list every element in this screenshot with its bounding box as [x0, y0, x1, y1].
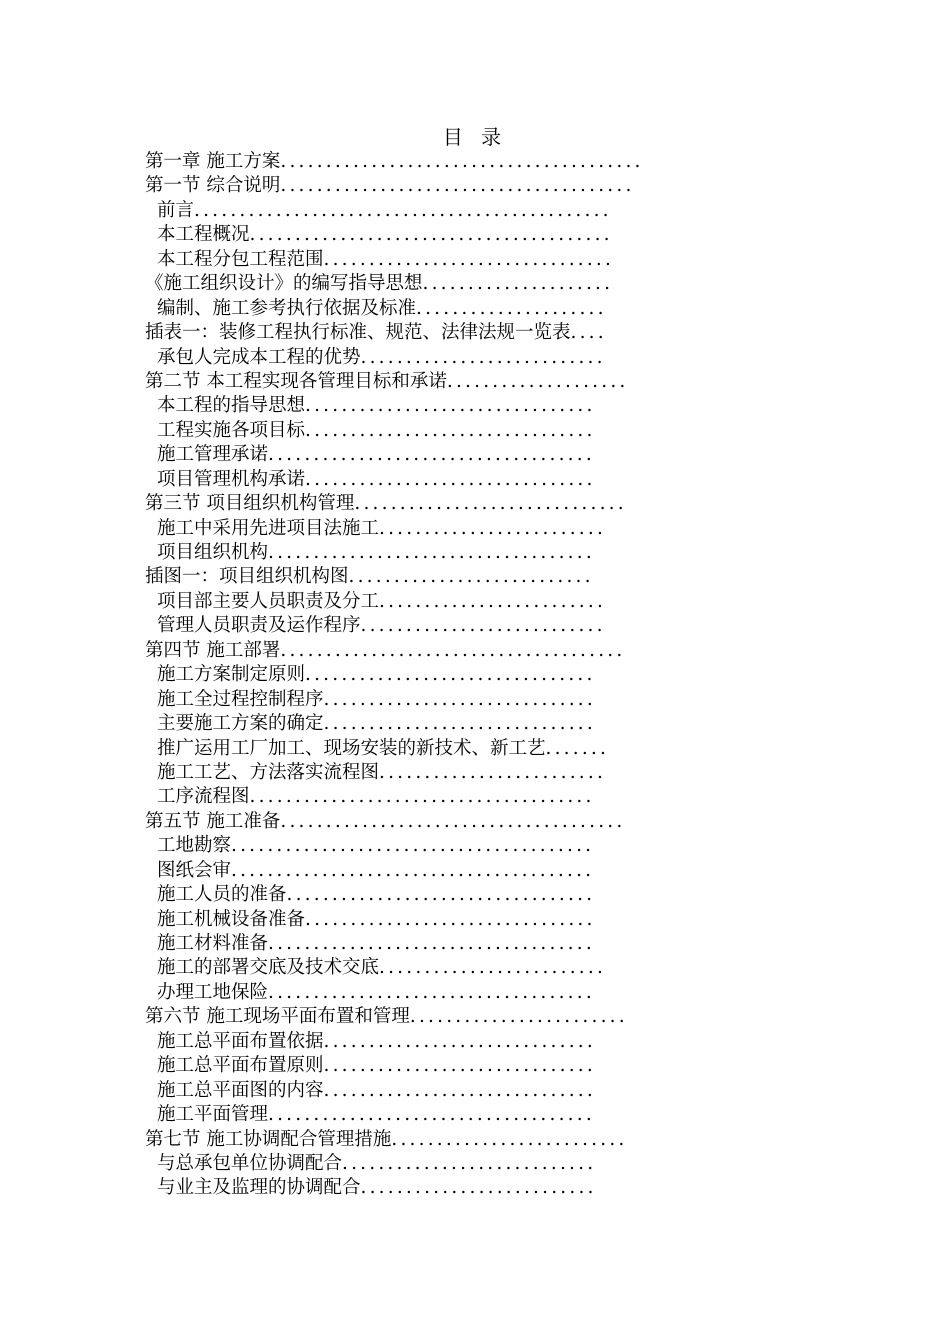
toc-entry[interactable] — [145, 443, 785, 467]
toc-entry-text: 编制、施工参考执行依据及标准 — [157, 297, 417, 319]
toc-entry-text: 前言 — [157, 199, 195, 221]
toc-entry[interactable] — [145, 297, 785, 321]
toc-entry[interactable] — [145, 1128, 785, 1152]
toc-leader-dots: .............................. — [323, 713, 596, 735]
toc-entry-text: 第四节 施工部署 — [145, 639, 281, 661]
toc-leader-dots: .............................. — [323, 1030, 596, 1052]
toc-entry[interactable] — [145, 248, 785, 272]
toc-leader-dots: ........................... — [348, 566, 594, 588]
toc-entry-text: 工地勘察 — [157, 835, 232, 857]
toc-entry-text: 《施工组织设计》的编写指导思想 — [145, 273, 423, 295]
toc-leader-dots: .......................... — [391, 1128, 628, 1150]
toc-entry-text: 插图一：项目组织机构图 — [145, 566, 349, 588]
toc-entry-text: 施工的部署交底及技术交底 — [157, 957, 380, 979]
toc-entry[interactable] — [145, 908, 785, 932]
toc-entry[interactable] — [145, 541, 785, 565]
toc-leader-dots: ...................................... — [249, 786, 595, 808]
toc-entry-text: 第一节 综合说明 — [145, 175, 281, 197]
toc-entry[interactable] — [145, 810, 785, 834]
toc-entry[interactable] — [145, 639, 785, 663]
toc-entry-text: 本工程的指导思想 — [157, 395, 306, 417]
toc-leader-dots: ........................... — [360, 346, 606, 368]
toc-leader-dots: .............................. — [323, 688, 596, 710]
toc-entry[interactable] — [145, 956, 785, 980]
toc-entry-text: 施工材料准备 — [157, 933, 269, 954]
toc-entry-text: 办理工地保险 — [157, 981, 269, 1003]
toc-leader-dots: .................................... — [268, 444, 595, 466]
toc-entry[interactable] — [145, 370, 785, 394]
page-title: 目 录 — [442, 125, 508, 149]
toc-entry[interactable] — [145, 1103, 785, 1127]
toc-entry-text: 施工平面管理 — [157, 1104, 269, 1126]
toc-leader-dots: .............................. — [323, 1055, 596, 1077]
toc-entry[interactable] — [145, 1176, 785, 1200]
toc-entry[interactable] — [145, 492, 785, 516]
toc-entry[interactable] — [145, 1054, 785, 1078]
toc-entry[interactable] — [145, 517, 785, 541]
toc-entry[interactable] — [145, 712, 785, 736]
toc-entry[interactable] — [145, 223, 785, 247]
toc-leader-dots: ................................ — [305, 419, 596, 441]
toc-entry[interactable] — [145, 321, 785, 345]
toc-entry[interactable] — [145, 932, 785, 956]
toc-entry-text: 与业主及监理的协调配合 — [157, 1177, 361, 1199]
toc-leader-dots: ................................ — [323, 248, 615, 270]
toc-leader-dots: .............................................. — [194, 199, 612, 221]
toc-leader-dots: ...................................... — [280, 810, 626, 832]
toc-leader-dots: ......................... — [379, 761, 607, 783]
toc-entry-text: 插表一：装修工程执行标准、规范、法律法规一览表 — [145, 322, 571, 344]
toc-entry[interactable] — [145, 981, 785, 1005]
toc-leader-dots: ............................ — [342, 1152, 597, 1174]
toc-entry[interactable] — [145, 565, 785, 589]
toc-entry-text: 施工总平面布置依据 — [157, 1030, 324, 1052]
toc-entry-text: 施工全过程控制程序 — [157, 688, 324, 710]
toc-entry-text: 施工工艺、方法落实流程图 — [157, 761, 380, 783]
toc-entry[interactable] — [145, 394, 785, 418]
toc-leader-dots: .................................... — [268, 1104, 595, 1126]
toc-leader-dots: ........................................ — [231, 835, 595, 857]
toc-entry-text: 第五节 施工准备 — [145, 810, 281, 832]
toc-leader-dots: ......................... — [379, 957, 607, 979]
toc-entry-text: 第二节 本工程实现各管理目标和承诺 — [145, 370, 447, 392]
toc-entry-text: 施工方案制定原则 — [157, 664, 306, 686]
toc-leader-dots: ................................ — [305, 664, 596, 686]
toc-leader-dots: ....... — [545, 737, 610, 759]
toc-entry[interactable] — [145, 174, 785, 198]
toc-entry[interactable] — [145, 150, 785, 174]
toc-entry[interactable] — [145, 1005, 785, 1029]
toc-leader-dots: .... — [570, 322, 607, 344]
toc-entry[interactable] — [145, 419, 785, 443]
toc-entry-text: 第三节 项目组织机构管理 — [145, 493, 355, 515]
toc-entry-text: 与总承包单位协调配合 — [157, 1152, 343, 1174]
table-of-contents — [145, 150, 785, 1201]
toc-entry-text: 推广运用工厂加工、现场安装的新技术、新工艺 — [157, 737, 546, 759]
toc-entry-text: 施工机械设备准备 — [157, 908, 306, 930]
toc-entry[interactable] — [145, 761, 785, 785]
toc-leader-dots: ........................... — [360, 615, 606, 637]
toc-leader-dots: .......................... — [360, 1177, 597, 1199]
toc-entry-text: 图纸会审 — [157, 859, 232, 881]
toc-leader-dots: .................................... — [268, 542, 595, 563]
toc-leader-dots: .............................. — [323, 1079, 596, 1101]
toc-entry[interactable] — [145, 737, 785, 761]
toc-entry-text: 本工程分包工程范围 — [157, 248, 324, 270]
toc-leader-dots: .................................... — [268, 933, 595, 954]
toc-leader-dots: .............................. — [354, 493, 627, 515]
toc-entry[interactable] — [145, 468, 785, 492]
toc-entry-text: 主要施工方案的确定 — [157, 713, 324, 735]
toc-leader-dots: ....................................... — [280, 175, 635, 197]
toc-leader-dots: .................................. — [286, 884, 596, 906]
toc-entry-text: 施工中采用先进项目法施工 — [157, 517, 380, 539]
toc-entry-text: 第七节 施工协调配合管理措施 — [145, 1128, 392, 1150]
toc-entry[interactable] — [145, 590, 785, 614]
toc-leader-dots: ........................................ — [280, 151, 644, 172]
toc-leader-dots: ........................................ — [231, 859, 595, 881]
toc-leader-dots: .................................... — [268, 981, 595, 1003]
toc-leader-dots: ......................... — [379, 517, 607, 539]
toc-leader-dots: ......................... — [379, 590, 607, 612]
toc-leader-dots: .................... — [446, 370, 629, 392]
toc-leader-dots: ...................................... — [280, 639, 626, 661]
toc-leader-dots: ..................... — [422, 273, 614, 295]
toc-leader-dots: ..................... — [416, 297, 607, 319]
toc-entry[interactable] — [145, 1152, 785, 1176]
toc-entry-text: 施工人员的准备 — [157, 884, 287, 906]
toc-entry[interactable] — [145, 346, 785, 370]
toc-entry-text: 承包人完成本工程的优势 — [157, 346, 361, 368]
toc-entry[interactable] — [145, 199, 785, 223]
toc-entry[interactable] — [145, 272, 785, 296]
toc-entry[interactable] — [145, 859, 785, 883]
toc-entry[interactable] — [145, 1079, 785, 1103]
toc-entry-text: 施工总平面布置原则 — [157, 1055, 324, 1077]
toc-entry-text: 本工程概况 — [157, 224, 250, 246]
toc-leader-dots: ........................................ — [249, 224, 613, 246]
toc-entry-text: 项目管理机构承诺 — [157, 468, 306, 490]
toc-entry-text: 第一章 施工方案 — [145, 151, 281, 172]
toc-entry[interactable] — [145, 688, 785, 712]
toc-entry-text: 工序流程图 — [157, 786, 250, 808]
toc-entry-text: 施工管理承诺 — [157, 444, 269, 466]
toc-entry[interactable] — [145, 785, 785, 809]
toc-entry-text: 第六节 施工现场平面布置和管理 — [145, 1006, 410, 1028]
toc-entry[interactable] — [145, 614, 785, 638]
toc-entry-text: 施工总平面图的内容 — [157, 1079, 324, 1101]
toc-entry-text: 项目部主要人员职责及分工 — [157, 590, 380, 612]
toc-entry-text: 管理人员职责及运作程序 — [157, 615, 361, 637]
toc-leader-dots: ................................ — [305, 395, 596, 417]
toc-entry[interactable] — [145, 834, 785, 858]
toc-entry[interactable] — [145, 663, 785, 687]
toc-leader-dots: ................................ — [305, 908, 596, 930]
toc-entry[interactable] — [145, 1030, 785, 1054]
toc-leader-dots: ................................ — [305, 468, 596, 490]
toc-entry-text: 工程实施各项目标 — [157, 419, 306, 441]
toc-entry-text: 项目组织机构 — [157, 542, 269, 563]
toc-leader-dots: ........................ — [409, 1006, 628, 1028]
toc-entry[interactable] — [145, 883, 785, 907]
